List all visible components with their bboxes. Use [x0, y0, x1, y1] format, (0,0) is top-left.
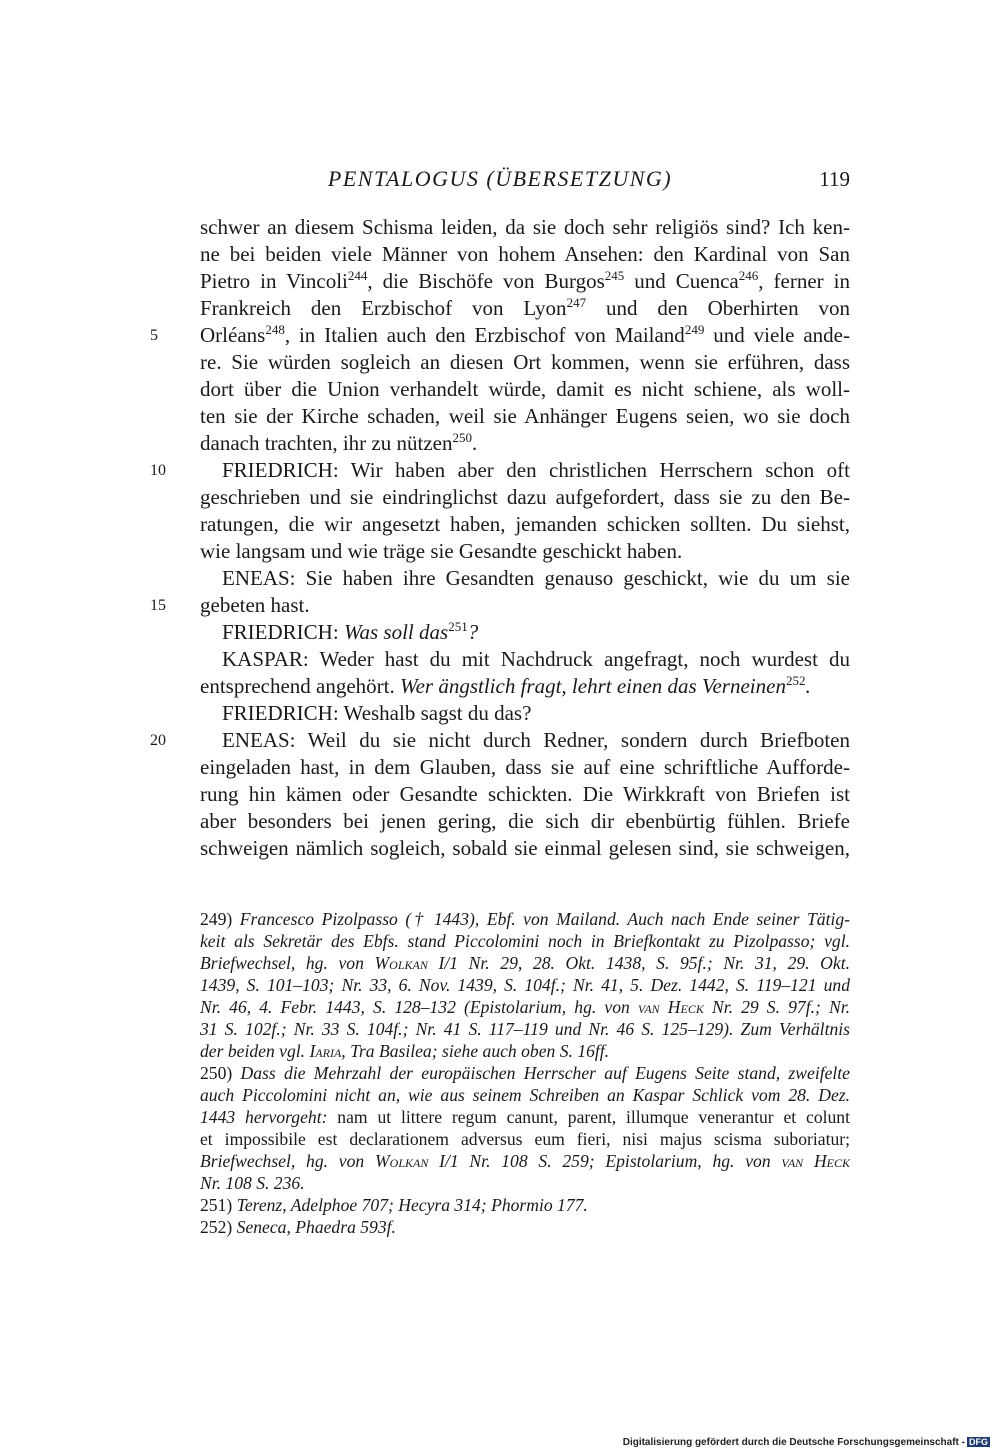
text-span: FRIEDRICH: Weshalb sagst du das? [222, 701, 532, 725]
footnote-line [200, 952, 850, 974]
latin-quote: nam ut littere regum canunt, parent, illumque venerantur et colunt [337, 1107, 850, 1127]
text-span: . [805, 674, 811, 698]
footnote-ref: 246 [738, 268, 759, 283]
text-span: ENEAS: Weil du sie nicht durch Redner, sondern durch Briefboten [222, 728, 850, 752]
footnote-text: Nr. 46, 4. Febr. 1443, S. 128–132 (Epistolarium, hg. von [200, 997, 638, 1017]
footnote-text: 31 S. 102f.; Nr. 33 S. 104f.; Nr. 41 S. 117–119 und Nr. 46 S. 125–129). Zum Verhältnis [200, 1019, 850, 1039]
text-span: FRIEDRICH: [222, 620, 344, 644]
text-span: ne bei beiden viele Männer von hohem Ansehen: den Kardinal von San [200, 242, 850, 266]
text-span: geschrieben und sie eindringlichst dazu aufgefordert, dass sie zu den Be- [200, 485, 850, 509]
text-span: schwer an diesem Schisma leiden, da sie doch sehr religiös sind? Ich ken- [200, 215, 850, 239]
text-span: wie langsam und wie träge sie Gesandte geschickt haben. [200, 539, 683, 563]
text-line [200, 673, 850, 700]
footnote-line [200, 1040, 850, 1062]
footnote-line [200, 1150, 850, 1172]
main-text [150, 214, 850, 862]
text-span: , die Bischöfe von Burgos [367, 269, 605, 293]
text-line [200, 781, 850, 808]
running-header [200, 164, 850, 194]
footnote-line [200, 1128, 850, 1150]
text-span: und viele ande- [704, 323, 850, 347]
credit-text: Digitalisierung gefördert durch die Deutsche Forschungsgemeinschaft - [622, 1437, 965, 1448]
author-name: Iaria [309, 1041, 342, 1061]
line-number: 10 [150, 462, 166, 479]
text-line [200, 430, 850, 457]
footnote-line [200, 1062, 850, 1084]
footnote-text: 1443 hervorgeht: [200, 1107, 338, 1127]
footnote-ref: 251 [448, 619, 468, 634]
footnote-ref: 245 [604, 268, 625, 283]
footnote-ref: 250 [452, 430, 472, 445]
footnote-ref: 252 [785, 673, 806, 688]
page-number: 119 [819, 167, 850, 191]
footnote-text: , Tra Basilea; siehe auch oben S. 16ff. [341, 1041, 610, 1061]
line-number: 20 [150, 732, 166, 749]
footnote-text: auch Piccolomini nicht an, wie aus seinem Schreiben an Kaspar Schlick vom 28. Dez. [200, 1085, 850, 1105]
footnote-text: Seneca, Phaedra 593f. [236, 1217, 396, 1237]
quotation: Wer ängstlich fragt, lehrt einen das Verneinen [400, 674, 786, 698]
footnote-text: Nr. 108 S. 236. [200, 1173, 305, 1193]
text-line [200, 619, 850, 646]
footnote-text: I/1 Nr. 29, 28. Okt. 1438, S. 95f.; Nr. 31, 29. Okt. [427, 953, 850, 973]
text-span: aber besonders bei jenen gering, die sich dir ebenbürtig fühlen. Briefe [200, 809, 850, 833]
footnote-text: Dass die Mehrzahl der europäischen Herrscher auf Eugens Seite stand, zweifelte [240, 1063, 850, 1083]
footnote-ref: 247 [566, 295, 587, 310]
footnote-number: 250) [200, 1063, 241, 1083]
text-span: und Cuenca [624, 269, 739, 293]
text-line [200, 403, 850, 430]
footnote-text: Francesco Pizolpasso († 1443), Ebf. von Mailand. Auch nach Ende seiner Tätig- [239, 909, 851, 929]
text-line [200, 835, 850, 862]
footnotes [200, 908, 850, 1238]
author-name: Wolkan [374, 953, 428, 973]
text-line [200, 565, 850, 592]
running-title: PENTALOGUS (ÜBERSETZUNG) [327, 166, 673, 191]
footnote-text: Briefwechsel, hg. von [200, 1151, 375, 1171]
text-line [200, 295, 850, 322]
text-span: Orléans [200, 323, 266, 347]
text-line [150, 322, 850, 349]
text-span: schweigen nämlich sogleich, sobald sie einmal gelesen sind, sie schweigen, [200, 836, 850, 860]
author-name: van Heck [781, 1151, 850, 1171]
text-span: danach trachten, ihr zu nützen [200, 431, 453, 455]
quotation: Was soll das [343, 620, 449, 644]
footnote-line [200, 1194, 850, 1216]
footnote-ref: 249 [684, 322, 705, 337]
text-span: entsprechend angehört. [200, 674, 401, 698]
text-line [200, 511, 850, 538]
text-span: ratungen, die wir angesetzt haben, jemanden schicken sollten. Du siehst, [200, 512, 850, 536]
text-span: eingeladen hast, in dem Glauben, dass sie auf eine schriftliche Aufforde- [200, 755, 850, 779]
footnote-text: Terenz, Adelphoe 707; Hecyra 314; Phormio 177. [236, 1195, 588, 1215]
footnote-line [200, 930, 850, 952]
digitization-credit [623, 1437, 990, 1448]
text-line [200, 700, 850, 727]
text-span: ENEAS: Sie haben ihre Gesandten genauso geschickt, wie du um sie [222, 566, 850, 590]
footnote-line [200, 1216, 850, 1238]
footnote-text: der beiden vgl. [200, 1041, 310, 1061]
text-line [200, 376, 850, 403]
footnote-line [200, 1018, 850, 1040]
text-span: rung hin kämen oder Gesandte schickten. Die Wirkkraft von Briefen ist [200, 782, 850, 806]
text-span: dort über die Union verhandelt würde, damit es nicht schiene, als woll- [200, 377, 850, 401]
text-span: , in Italien auch den Erzbischof von Mailand [284, 323, 685, 347]
text-line [200, 754, 850, 781]
text-span: gebeten hast. [200, 593, 310, 617]
text-span: ten sie der Kirche schaden, weil sie Anhänger Eugens seien, wo sie doch [200, 404, 850, 428]
footnote-ref: 244 [347, 268, 368, 283]
footnote-text: 1439, S. 101–103; Nr. 33, 6. Nov. 1439, S. 104f.; Nr. 41, 5. Dez. 1442, S. 119–121 und [200, 975, 850, 995]
text-line [150, 727, 850, 754]
text-span: ? [467, 620, 479, 644]
footnote-line [200, 1172, 850, 1194]
text-span: und den Oberhirten von [586, 296, 850, 320]
text-line [200, 241, 850, 268]
text-line [200, 268, 850, 295]
text-line [150, 592, 850, 619]
text-line [200, 484, 850, 511]
footnote-text: keit als Sekretär des Ebfs. stand Piccolomini noch in Briefkontakt zu Pizolpasso; vgl. [200, 931, 850, 951]
footnote-line [200, 996, 850, 1018]
footnote-number: 252) [200, 1217, 237, 1237]
footnote-text: Briefwechsel, hg. von [200, 953, 375, 973]
text-line [200, 214, 850, 241]
text-line [200, 349, 850, 376]
footnote-number: 249) [200, 909, 240, 929]
line-number: 15 [150, 597, 166, 614]
text-span: KASPAR: Weder hast du mit Nachdruck angefragt, noch wurdest du [222, 647, 850, 671]
text-span: . [471, 431, 478, 455]
footnote-line [200, 1084, 850, 1106]
dfg-logo-icon: DFG [969, 1437, 988, 1447]
text-span: Frankreich den Erzbischof von Lyon [200, 296, 567, 320]
latin-quote: et impossibile est declarationem adversus eum fieri, nisi majus scisma suboriatur; [200, 1129, 850, 1149]
footnote-ref: 248 [265, 322, 285, 337]
text-span: , ferner in [758, 269, 850, 293]
footnote-line [200, 974, 850, 996]
footnote-number: 251) [200, 1195, 237, 1215]
text-span: FRIEDRICH: Wir haben aber den christlichen Herrschern schon oft [222, 458, 850, 482]
footnote-line [200, 908, 850, 930]
footnote-line [200, 1106, 850, 1128]
text-span: re. Sie würden sogleich an diesen Ort kommen, wenn sie erführen, dass [200, 350, 850, 374]
text-line [150, 457, 850, 484]
text-line [200, 646, 850, 673]
line-number: 5 [150, 327, 158, 344]
author-name: van Heck [637, 997, 704, 1017]
author-name: Wolkan [375, 1151, 429, 1171]
text-line [200, 808, 850, 835]
text-span: Pietro in Vincoli [200, 269, 348, 293]
footnote-text: Nr. 29 S. 97f.; Nr. [703, 997, 850, 1017]
footnote-text: I/1 Nr. 108 S. 259; Epistolarium, hg. von [428, 1151, 782, 1171]
text-line [200, 538, 850, 565]
